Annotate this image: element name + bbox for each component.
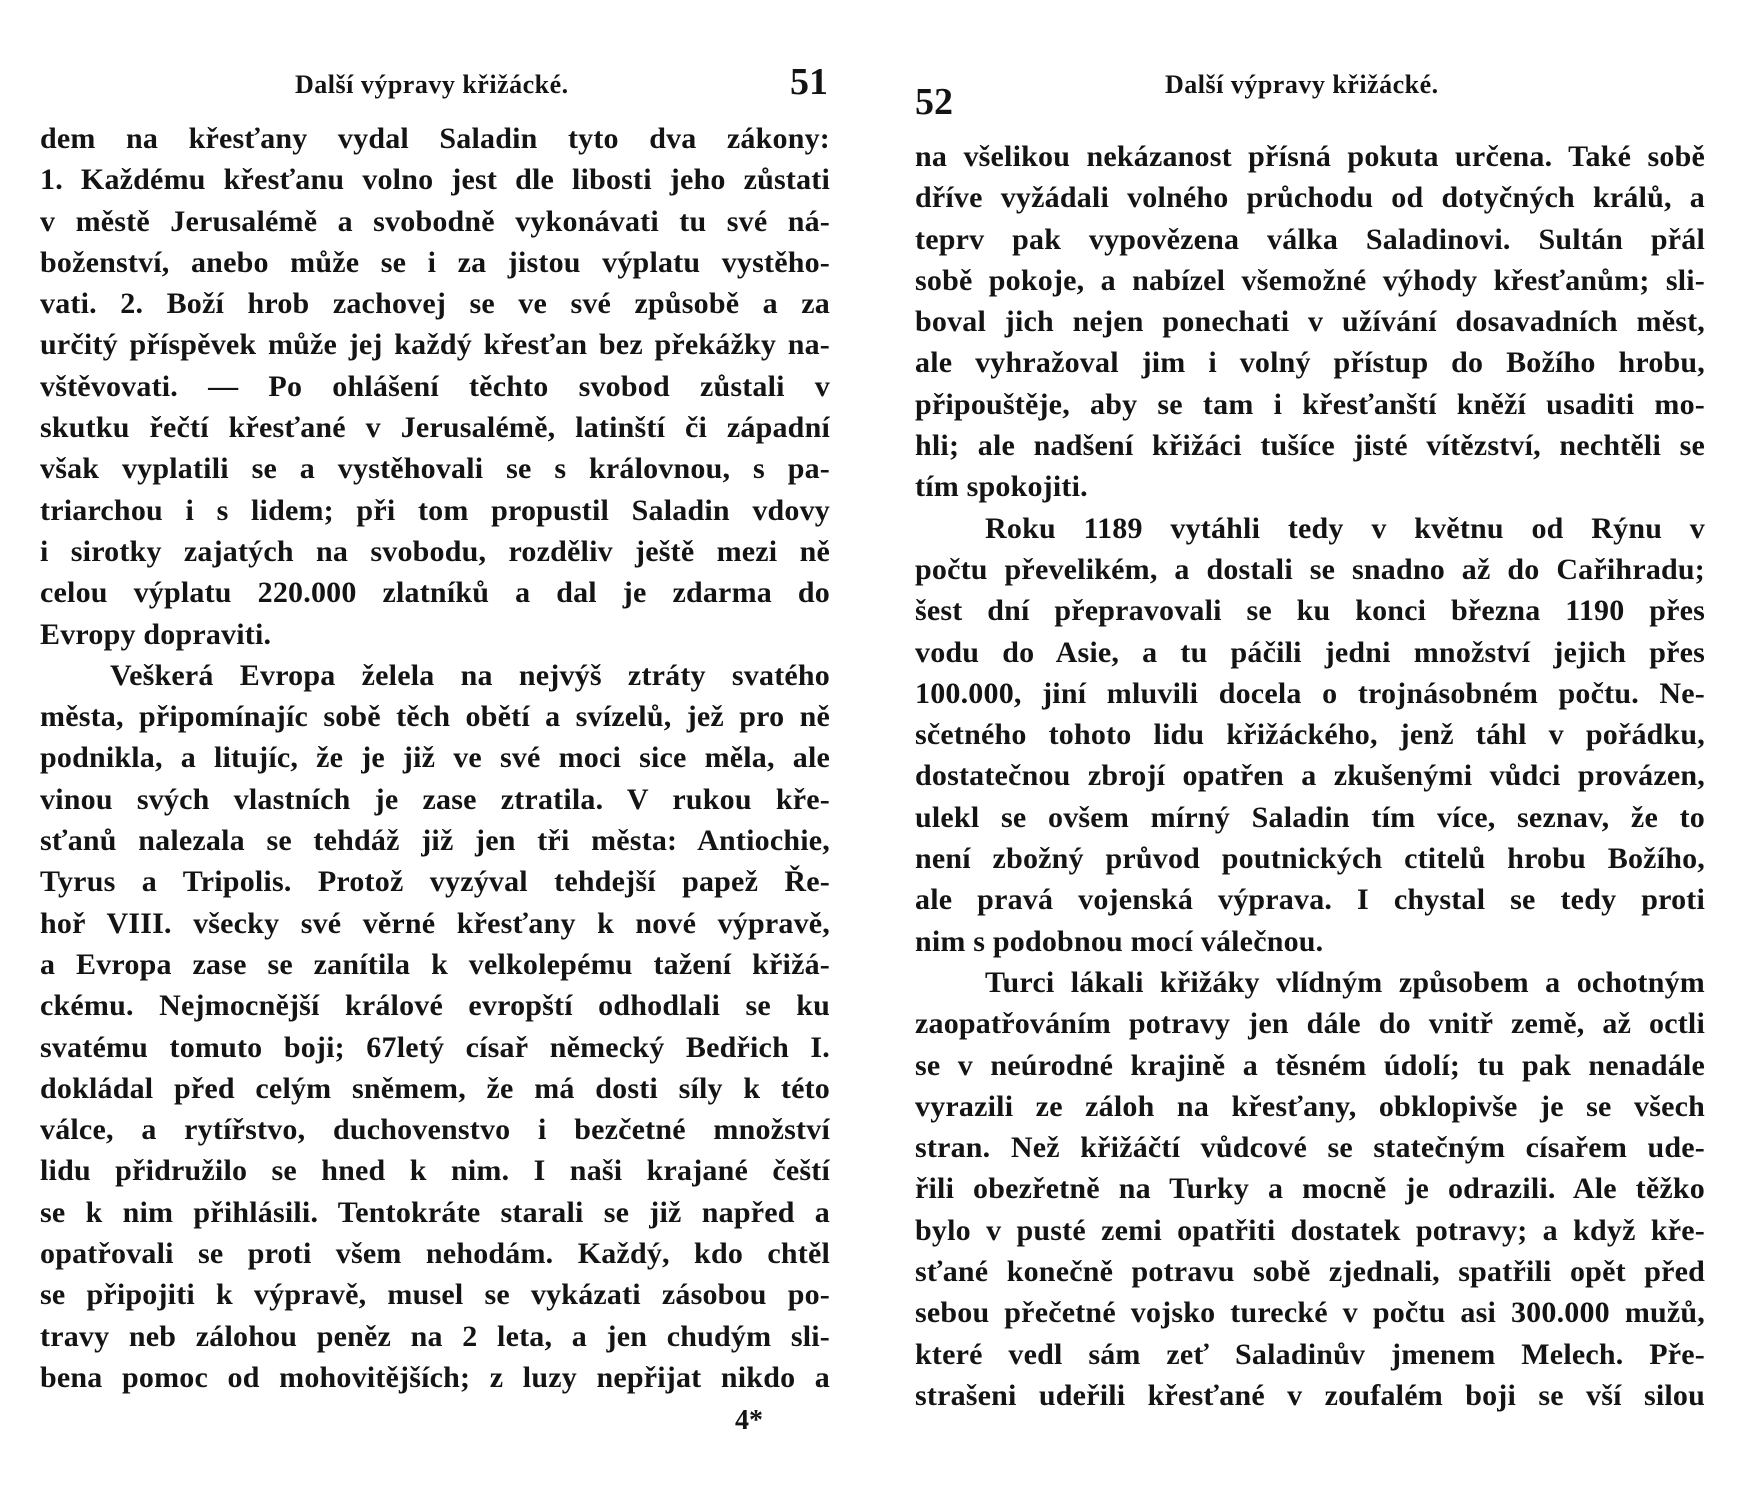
text-line: opatřovali se proti všem nehodám. Každý, kdo chtěl (40, 1237, 830, 1271)
text-line: dostatečnou zbrojí opatřen a zkušenými vůdci provázen, (915, 759, 1705, 793)
signature-mark: 4* (735, 1405, 763, 1436)
text-line: vštěvovati. — Po ohlášení těchto svobod zůstali v (40, 369, 830, 403)
left-page (40, 0, 830, 1500)
text-line: dokládal před celým sněmem, že má dosti síly k této (40, 1071, 830, 1105)
text-line: ale vyhražoval jim i volný přístup do Božího hrobu, (915, 346, 1705, 380)
text-line: tím spokojiti. (915, 470, 1088, 504)
text-line: se připojiti k výpravě, musel se vykázati zásobou po- (40, 1278, 830, 1312)
text-line: v městě Jerusalémě a svobodně vykonávati tu své ná- (40, 204, 830, 238)
text-line: bylo v pusté zemi opatřiti dostatek potravy; a když kře- (915, 1213, 1705, 1247)
text-line: triarchou i s lidem; při tom propustil Saladin vdovy (40, 493, 830, 527)
text-line: boženství, anebo může se i za jistou výplatu vystěho- (40, 245, 830, 279)
text-line: počtu převelikém, a dostali se snadno až do Cařihradu; (915, 552, 1705, 586)
text-line: vodu do Asie, a tu páčili jedni množství jejich přes (915, 635, 1705, 669)
text-line: lidu přidružilo se hned k nim. I naši krajané čeští (40, 1154, 830, 1188)
text-line: sťanů nalezala se tehdáž již jen tři města: Antiochie, (40, 824, 830, 858)
text-line: sčetného tohoto lidu křižáckého, jenž táhl v pořádku, (915, 718, 1705, 752)
text-line: Turci lákali křižáky vlídným způsobem a ochotným (985, 965, 1705, 999)
text-line: dříve vyžádali volného průchodu od dotyčných králů, a (915, 181, 1705, 215)
text-line: sťané konečně potravu sobě zjednali, spatřili opět před (915, 1255, 1705, 1289)
text-line: připouštěje, aby se tam i křesťanští kněží usaditi mo- (915, 387, 1705, 421)
text-line: se v neúrodné krajině a těsném údolí; tu pak nenadále (915, 1048, 1705, 1082)
running-head: Další výpravy křižácké. (295, 70, 569, 99)
text-line: svatému tomuto boji; 67letý císař německý Bedřich I. (40, 1030, 830, 1064)
right-page-body (915, 136, 1705, 1416)
text-line: není zbožný průvod poutnických ctitelů hrobu Božího, (915, 842, 1705, 876)
text-line: zaopatřováním potravy jen dále do vnitř země, až octli (915, 1007, 1705, 1041)
text-line: vati. 2. Boží hrob zachovej se ve své způsobě a za (40, 287, 830, 321)
text-line: určitý příspěvek může jej každý křesťan bez překážky na- (40, 328, 830, 362)
text-line: hli; ale nadšení křižáci tušíce jisté vítězství, nechtěli se (915, 429, 1705, 463)
text-line: podnikla, a litujíc, že je již ve své moci sice měla, ale (40, 741, 830, 775)
text-line: dem na křesťany vydal Saladin tyto dva zákony: (40, 122, 830, 155)
text-line: 100.000, jiní mluvili docela o trojnásobném počtu. Ne- (915, 676, 1705, 710)
text-line: Roku 1189 vytáhli tedy v květnu od Rýnu v (985, 511, 1705, 545)
text-line: vyrazili ze záloh na křesťany, obklopivše je se všech (915, 1089, 1705, 1123)
text-line: Tyrus a Tripolis. Protož vyzýval tehdejší papež Ře- (40, 865, 830, 899)
text-line: Evropy dopraviti. (40, 617, 272, 651)
text-line: válce, a rytířstvo, duchovenstvo i bezčetné množství (40, 1113, 830, 1147)
text-line: a Evropa zase se zanítila k velkolepému tažení křižá- (40, 947, 830, 981)
text-line: skutku řečtí křesťané v Jerusalémě, latinští či západní (40, 411, 830, 445)
text-line: ckému. Nejmocnější králové evropští odhodlali se ku (40, 989, 830, 1023)
text-line: stran. Než křižáčtí vůdcové se statečným císařem ude- (915, 1131, 1705, 1165)
text-line: města, připomínajíc sobě těch obětí a svízelů, jež pro ně (40, 700, 830, 734)
text-line: šest dní přepravovali se ku konci března 1190 přes (915, 594, 1705, 628)
text-line: sebou přečetné vojsko turecké v počtu asi 300.000 mužů, (915, 1296, 1705, 1330)
text-line: 1. Každému křesťanu volno jest dle libosti jeho zůstati (40, 163, 830, 197)
text-line: Veškerá Evropa želela na nejvýš ztráty svatého (110, 658, 830, 692)
left-page-header (40, 52, 830, 112)
text-line: se k nim přihlásili. Tentokráte starali se již napřed a (40, 1195, 830, 1229)
text-line: na všelikou nekázanost přísná pokuta určena. Také sobě (915, 140, 1705, 173)
text-line: ale pravá vojenská výprava. I chystal se tedy proti (915, 883, 1705, 917)
page-number: 51 (790, 61, 828, 103)
text-line: travy neb zálohou peněz na 2 leta, a jen chudým sli- (40, 1319, 830, 1353)
text-line: bena pomoc od mohovitějších; z luzy nepřijat nikdo a (40, 1360, 830, 1394)
left-page-body (40, 118, 830, 1398)
page-number: 52 (915, 81, 953, 123)
text-line: řili obezřetně na Turky a mocně je odrazili. Ale těžko (915, 1172, 1705, 1206)
text-line: které vedl sám zeť Saladinův jmenem Melech. Pře- (915, 1337, 1705, 1371)
text-line: strašeni udeřili křesťané v zoufalém boji se vší silou (915, 1378, 1705, 1412)
text-line: boval jich nejen ponechati v užívání dosavadních měst, (915, 305, 1705, 339)
text-line: sobě pokoje, a nabízel všemožné výhody křesťanům; sli- (915, 263, 1705, 297)
text-line: teprv pak vypovězena válka Saladinovi. Sultán přál (915, 222, 1705, 256)
running-head: Další výpravy křižácké. (1165, 70, 1439, 99)
right-page-header (915, 52, 1705, 123)
text-line: hoř VIII. všecky své věrné křesťany k nové výpravě, (40, 906, 830, 940)
right-page (915, 0, 1705, 1500)
text-line: vinou svých vlastních je zase ztratila. V rukou kře- (40, 782, 830, 816)
text-line: nim s podobnou mocí válečnou. (915, 924, 1324, 958)
text-line: však vyplatili se a vystěhovali se s královnou, s pa- (40, 452, 830, 486)
text-line: ulekl se ovšem mírný Saladin tím více, seznav, že to (915, 800, 1705, 834)
text-line: i sirotky zajatých na svobodu, rozděliv ještě mezi ně (40, 534, 830, 568)
text-line: celou výplatu 220.000 zlatníků a dal je zdarma do (40, 576, 830, 610)
